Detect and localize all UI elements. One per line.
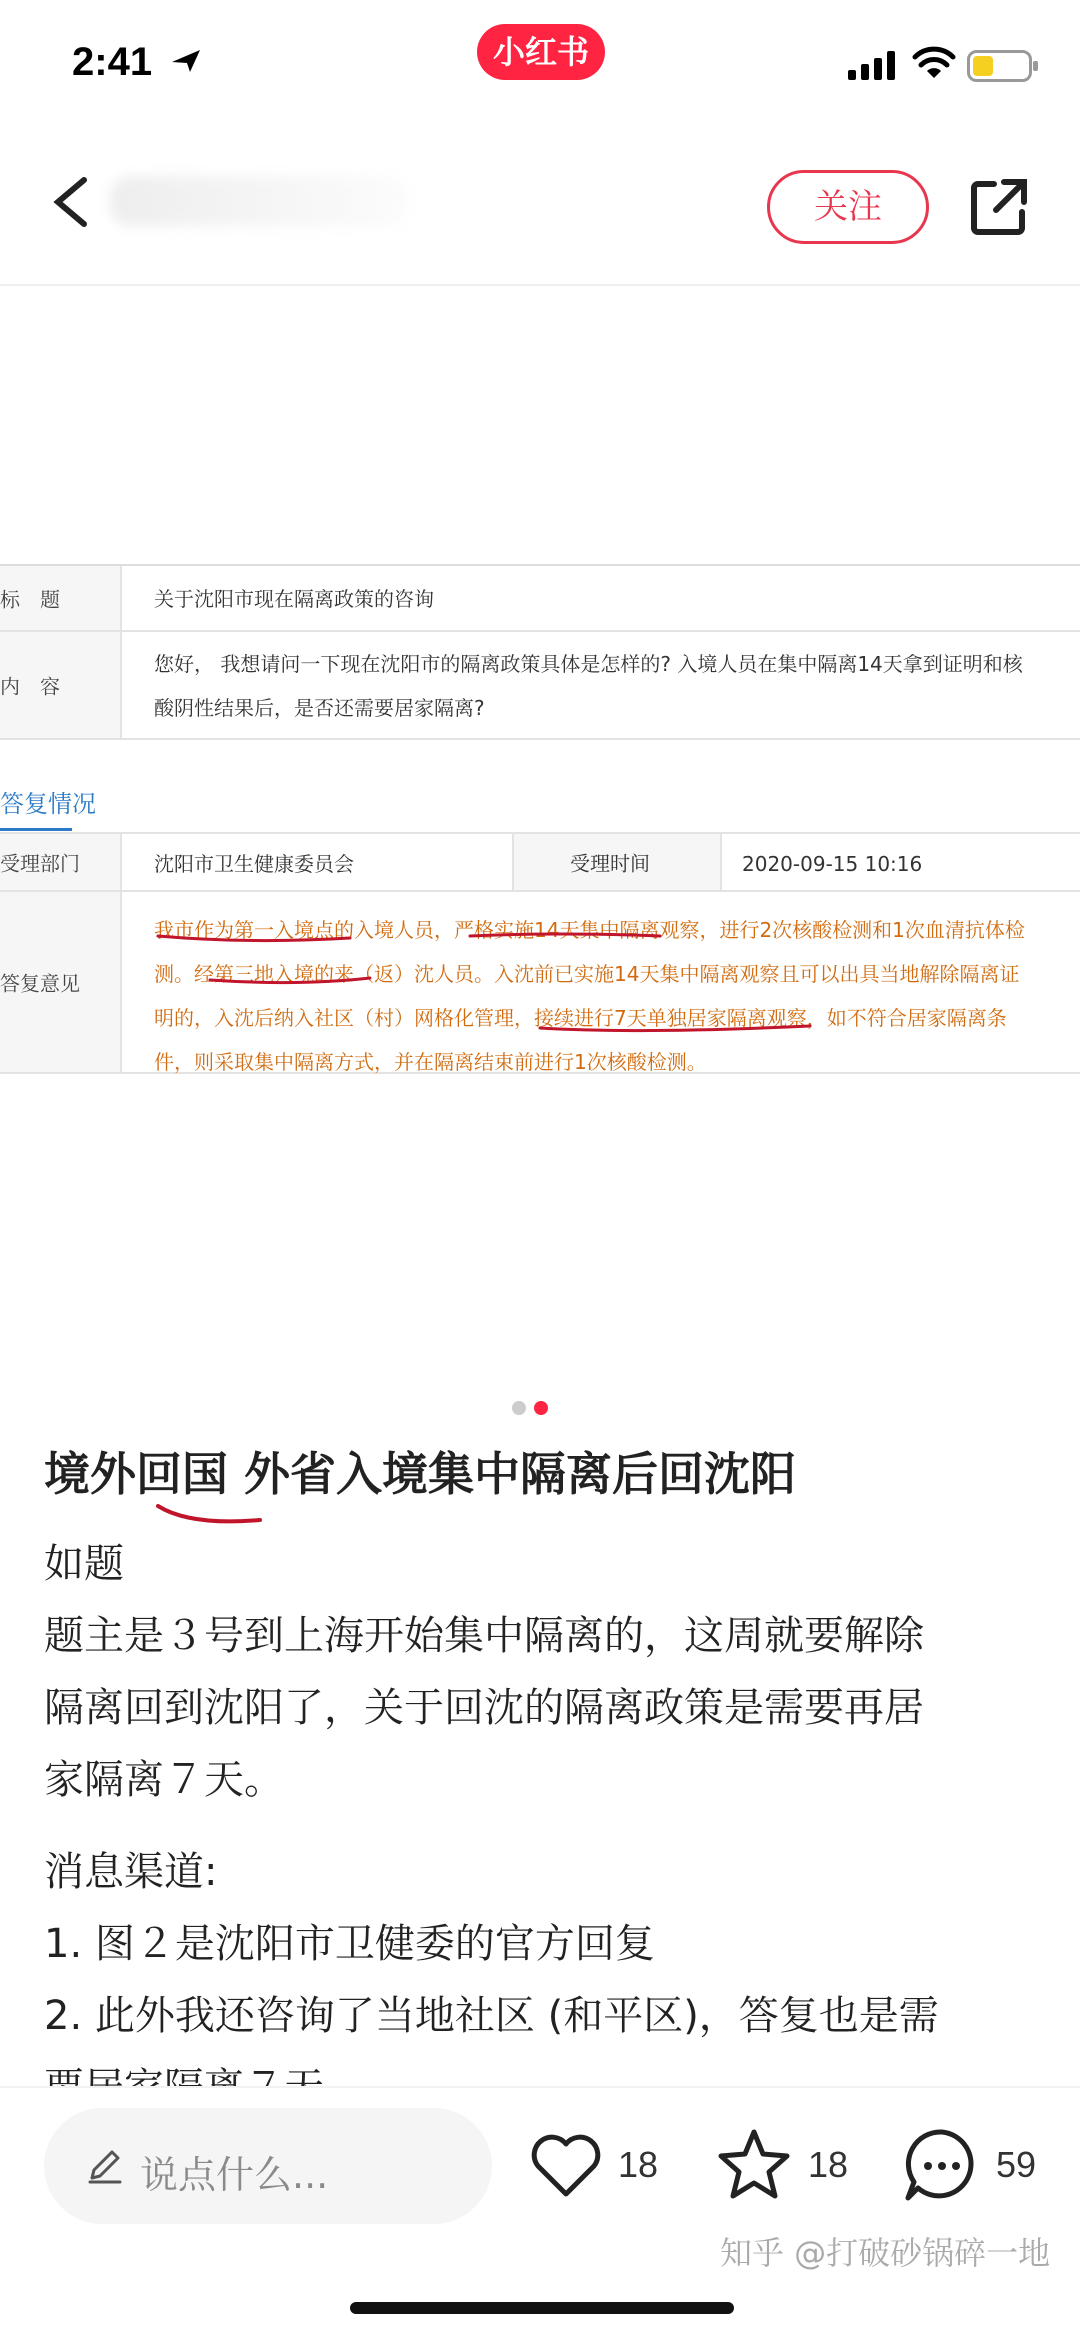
post-line: 题主是３号到上海开始集中隔离的，这周就要解除	[44, 1613, 924, 1659]
comment-input[interactable]	[44, 2108, 492, 2224]
doc-time-value: 2020-09-15 10:16	[742, 852, 923, 876]
doc-content-label: 内 容	[0, 674, 60, 699]
comment-placeholder: 说点什么...	[140, 2153, 329, 2197]
doc-reply-underline	[0, 828, 72, 831]
bottom-action-bar	[0, 2086, 1080, 2338]
home-indicator[interactable]	[350, 2302, 734, 2314]
location-arrow-icon	[170, 48, 204, 74]
comment-bubble-icon	[902, 2126, 982, 2206]
doc-row-content	[0, 632, 1080, 740]
pencil-icon	[84, 2144, 126, 2186]
post-body	[44, 1528, 1044, 2084]
post-line: 隔离回到沈阳了，关于回沈的隔离政策是需要再居	[44, 1685, 924, 1731]
post-line: 如题	[44, 1541, 124, 1587]
post-line: 2. 此外我还咨询了当地社区 (和平区)，答复也是需	[44, 1993, 939, 2039]
comments-button[interactable]	[902, 2130, 1052, 2206]
doc-reply-section-title: 答复情况	[0, 790, 96, 818]
star-icon	[716, 2128, 792, 2202]
status-time: 2:41	[72, 40, 153, 84]
status-bar	[0, 0, 1080, 130]
doc-opinion-line1: 我市作为第一入境点的入境人员，严格实施14天集中隔离观察，进行2次核酸检测和1次血清抗体检	[154, 918, 1025, 942]
handwritten-title-mark	[150, 1500, 270, 1530]
doc-title-label: 标 题	[0, 587, 60, 612]
doc-content-line2: 酸阴性结果后，是否还需要居家隔离?	[154, 696, 485, 720]
wifi-icon	[913, 46, 955, 80]
battery-icon	[967, 50, 1039, 82]
post-line: 1. 图２是沈阳市卫健委的官方回复	[44, 1921, 655, 1967]
heart-icon	[528, 2130, 604, 2200]
watermark: 知乎 @打破砂锅碎一地	[720, 2234, 1051, 2272]
app-badge: 小红书	[477, 24, 605, 80]
carousel-dot-1	[512, 1401, 526, 1415]
share-icon[interactable]	[968, 176, 1030, 238]
doc-title-value: 关于沈阳市现在隔离政策的咨询	[154, 587, 434, 611]
doc-opinion-line4: 件，则采取集中隔离方式，并在隔离结束前进行1次核酸检测。	[154, 1050, 707, 1074]
doc-row-opinion	[0, 892, 1080, 1074]
post-title: 境外回国 外省入境集中隔离后回沈阳	[44, 1447, 797, 1501]
cellular-signal-icon	[848, 50, 900, 80]
handwritten-underlines	[0, 892, 1080, 1074]
author-name-blurred[interactable]	[110, 176, 410, 226]
comment-count: 59	[996, 2144, 1037, 2185]
collect-button[interactable]	[716, 2130, 856, 2206]
like-count: 18	[618, 2144, 659, 2185]
doc-row-dept	[0, 832, 1080, 892]
reply-document-image	[0, 564, 1080, 1072]
post-line: 消息渠道:	[44, 1849, 218, 1895]
post-header	[0, 130, 1080, 286]
doc-dept-label: 受理部门	[0, 851, 80, 876]
post-line: 家隔离７天。	[44, 1757, 284, 1803]
doc-opinion-label: 答复意见	[0, 971, 80, 996]
carousel-indicator	[512, 1400, 556, 1419]
carousel-dot-2-active	[534, 1401, 548, 1415]
doc-opinion-line3: 明的，入沈后纳入社区（村）网格化管理，接续进行7天单独居家隔离观察，如不符合居家隔离条	[154, 1006, 1007, 1030]
doc-row-title	[0, 566, 1080, 632]
doc-dept-value: 沈阳市卫生健康委员会	[154, 852, 354, 876]
doc-time-label: 受理时间	[570, 851, 650, 876]
like-button[interactable]	[528, 2130, 658, 2206]
post-image-carousel[interactable]	[0, 288, 1080, 1418]
follow-button[interactable]: 关注	[767, 170, 929, 244]
collect-count: 18	[808, 2144, 849, 2185]
doc-content-line1: 您好， 我想请问一下现在沈阳市的隔离政策具体是怎样的? 入境人员在集中隔离14天拿到证明和核	[154, 652, 1023, 676]
doc-opinion-line2: 测。经第三地入境的来（返）沈人员。入沈前已实施14天集中隔离观察且可以出具当地解除隔离证	[154, 962, 1020, 986]
back-arrow-icon[interactable]	[48, 172, 98, 232]
